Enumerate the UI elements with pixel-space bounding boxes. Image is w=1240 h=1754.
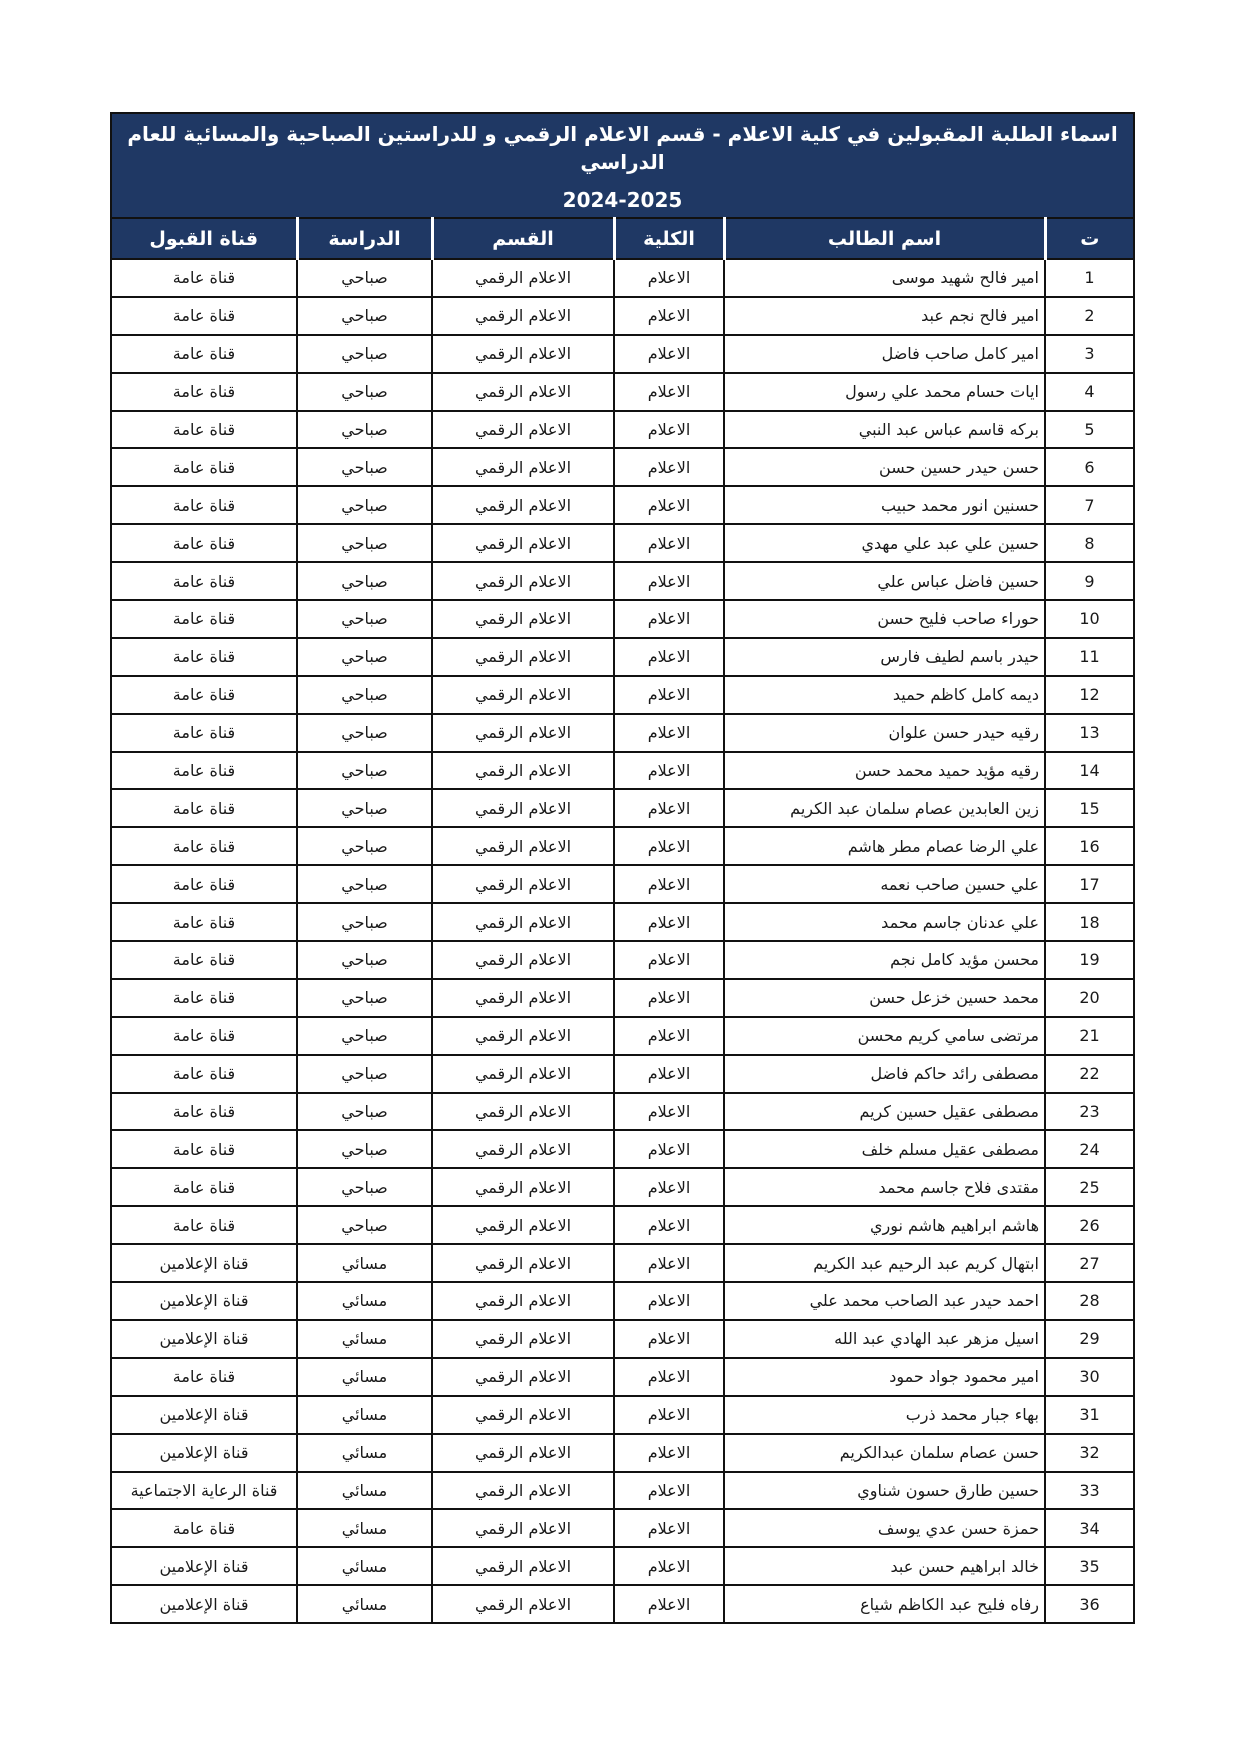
cell-college: الاعلام [614,1282,724,1320]
cell-department: الاعلام الرقمي [432,297,614,335]
cell-department: الاعلام الرقمي [432,562,614,600]
cell-college: الاعلام [614,789,724,827]
cell-department: الاعلام الرقمي [432,676,614,714]
cell-acceptance-channel: قناة الإعلامين [111,1282,297,1320]
title-row [111,113,1134,218]
cell-student-name: خالد ابراهيم حسن عبد [724,1547,1045,1585]
cell-student-name: احمد حيدر عبد الصاحب محمد علي [724,1282,1045,1320]
cell-number: 26 [1045,1206,1134,1244]
table-row [111,865,1134,903]
table-row [111,1282,1134,1320]
cell-department: الاعلام الرقمي [432,1434,614,1472]
cell-acceptance-channel: قناة عامة [111,903,297,941]
cell-study-type: مسائي [297,1434,432,1472]
cell-college: الاعلام [614,297,724,335]
table-row [111,486,1134,524]
cell-acceptance-channel: قناة عامة [111,1093,297,1131]
cell-acceptance-channel: قناة الإعلامين [111,1244,297,1282]
student-table-body [111,259,1134,1623]
cell-department: الاعلام الرقمي [432,1320,614,1358]
table-row [111,1055,1134,1093]
cell-acceptance-channel: قناة عامة [111,259,297,297]
cell-study-type: صباحي [297,714,432,752]
cell-acceptance-channel: قناة الإعلامين [111,1585,297,1623]
table-row [111,714,1134,752]
cell-acceptance-channel: قناة عامة [111,411,297,449]
cell-acceptance-channel: قناة عامة [111,1017,297,1055]
table-row [111,1244,1134,1282]
cell-number: 20 [1045,979,1134,1017]
cell-number: 34 [1045,1509,1134,1547]
cell-college: الاعلام [614,1585,724,1623]
cell-student-name: امير فالح نجم عبد [724,297,1045,335]
cell-department: الاعلام الرقمي [432,1130,614,1168]
cell-department: الاعلام الرقمي [432,1206,614,1244]
column-header-study: الدراسة [297,218,432,259]
cell-study-type: صباحي [297,486,432,524]
column-header-college: الكلية [614,218,724,259]
cell-study-type: صباحي [297,524,432,562]
cell-number: 32 [1045,1434,1134,1472]
cell-number: 12 [1045,676,1134,714]
cell-study-type: مسائي [297,1547,432,1585]
cell-student-name: هاشم ابراهيم هاشم نوري [724,1206,1045,1244]
cell-acceptance-channel: قناة الإعلامين [111,1547,297,1585]
cell-college: الاعلام [614,903,724,941]
cell-student-name: امير كامل صاحب فاضل [724,335,1045,373]
cell-college: الاعلام [614,600,724,638]
cell-college: الاعلام [614,1206,724,1244]
table-row [111,335,1134,373]
cell-department: الاعلام الرقمي [432,600,614,638]
cell-student-name: حسين فاضل عباس علي [724,562,1045,600]
cell-acceptance-channel: قناة عامة [111,524,297,562]
cell-college: الاعلام [614,827,724,865]
table-row [111,259,1134,297]
cell-department: الاعلام الرقمي [432,714,614,752]
table-row [111,789,1134,827]
cell-department: الاعلام الرقمي [432,486,614,524]
cell-acceptance-channel: قناة عامة [111,789,297,827]
cell-college: الاعلام [614,638,724,676]
cell-college: الاعلام [614,676,724,714]
cell-department: الاعلام الرقمي [432,335,614,373]
cell-student-name: حسنين انور محمد حبيب [724,486,1045,524]
cell-number: 10 [1045,600,1134,638]
cell-student-name: حسن عصام سلمان عبدالكريم [724,1434,1045,1472]
cell-study-type: مسائي [297,1396,432,1434]
cell-number: 7 [1045,486,1134,524]
cell-study-type: صباحي [297,752,432,790]
cell-number: 27 [1045,1244,1134,1282]
table-row [111,1206,1134,1244]
cell-acceptance-channel: قناة عامة [111,676,297,714]
cell-student-name: رفاه فليح عبد الكاظم شياع [724,1585,1045,1623]
table-row [111,297,1134,335]
cell-number: 30 [1045,1358,1134,1396]
cell-number: 16 [1045,827,1134,865]
cell-department: الاعلام الرقمي [432,448,614,486]
cell-student-name: رقيه حيدر حسن علوان [724,714,1045,752]
cell-department: الاعلام الرقمي [432,979,614,1017]
cell-college: الاعلام [614,1396,724,1434]
cell-study-type: مسائي [297,1282,432,1320]
column-header-name: اسم الطالب [724,218,1045,259]
table-row [111,1396,1134,1434]
document-title [111,113,1134,218]
cell-study-type: صباحي [297,1017,432,1055]
cell-number: 23 [1045,1093,1134,1131]
cell-department: الاعلام الرقمي [432,1093,614,1131]
cell-department: الاعلام الرقمي [432,1168,614,1206]
cell-study-type: صباحي [297,297,432,335]
cell-student-name: رقيه مؤيد حميد محمد حسن [724,752,1045,790]
cell-department: الاعلام الرقمي [432,1547,614,1585]
cell-study-type: صباحي [297,865,432,903]
cell-student-name: ديمه كامل كاظم حميد [724,676,1045,714]
cell-acceptance-channel: قناة عامة [111,752,297,790]
cell-study-type: صباحي [297,979,432,1017]
cell-number: 25 [1045,1168,1134,1206]
cell-number: 13 [1045,714,1134,752]
column-header-channel: قناة القبول [111,218,297,259]
cell-college: الاعلام [614,979,724,1017]
cell-college: الاعلام [614,1055,724,1093]
cell-study-type: صباحي [297,1130,432,1168]
cell-college: الاعلام [614,941,724,979]
cell-study-type: صباحي [297,1055,432,1093]
cell-study-type: مسائي [297,1509,432,1547]
table-row [111,1168,1134,1206]
cell-number: 33 [1045,1472,1134,1510]
cell-acceptance-channel: قناة عامة [111,827,297,865]
cell-department: الاعلام الرقمي [432,1055,614,1093]
cell-acceptance-channel: قناة عامة [111,714,297,752]
cell-student-name: بهاء جبار محمد ذرب [724,1396,1045,1434]
cell-department: الاعلام الرقمي [432,827,614,865]
cell-student-name: محسن مؤيد كامل نجم [724,941,1045,979]
cell-department: الاعلام الرقمي [432,1017,614,1055]
cell-acceptance-channel: قناة عامة [111,1358,297,1396]
cell-number: 22 [1045,1055,1134,1093]
cell-acceptance-channel: قناة عامة [111,486,297,524]
table-row [111,1509,1134,1547]
cell-college: الاعلام [614,373,724,411]
cell-department: الاعلام الرقمي [432,752,614,790]
cell-department: الاعلام الرقمي [432,524,614,562]
cell-college: الاعلام [614,714,724,752]
cell-acceptance-channel: قناة عامة [111,1130,297,1168]
cell-study-type: صباحي [297,676,432,714]
cell-acceptance-channel: قناة عامة [111,562,297,600]
cell-college: الاعلام [614,1434,724,1472]
cell-acceptance-channel: قناة عامة [111,297,297,335]
cell-study-type: مسائي [297,1244,432,1282]
cell-acceptance-channel: قناة عامة [111,335,297,373]
cell-acceptance-channel: قناة عامة [111,1168,297,1206]
table-row [111,1093,1134,1131]
cell-student-name: مصطفى عقيل حسين كريم [724,1093,1045,1131]
cell-study-type: صباحي [297,373,432,411]
cell-number: 11 [1045,638,1134,676]
cell-college: الاعلام [614,562,724,600]
cell-college: الاعلام [614,1472,724,1510]
cell-college: الاعلام [614,865,724,903]
cell-acceptance-channel: قناة الرعاية الاجتماعية [111,1472,297,1510]
cell-study-type: صباحي [297,562,432,600]
cell-college: الاعلام [614,1093,724,1131]
cell-number: 4 [1045,373,1134,411]
cell-student-name: حسين علي عبد علي مهدي [724,524,1045,562]
cell-study-type: صباحي [297,903,432,941]
column-header-dept: القسم [432,218,614,259]
cell-college: الاعلام [614,1509,724,1547]
table-row [111,903,1134,941]
cell-number: 6 [1045,448,1134,486]
cell-department: الاعلام الرقمي [432,941,614,979]
cell-study-type: صباحي [297,941,432,979]
cell-number: 9 [1045,562,1134,600]
cell-student-name: امير فالح شهيد موسى [724,259,1045,297]
table-row [111,1130,1134,1168]
cell-department: الاعلام الرقمي [432,1396,614,1434]
cell-acceptance-channel: قناة عامة [111,600,297,638]
cell-number: 19 [1045,941,1134,979]
cell-study-type: صباحي [297,789,432,827]
cell-acceptance-channel: قناة الإعلامين [111,1320,297,1358]
cell-student-name: علي عدنان جاسم محمد [724,903,1045,941]
cell-study-type: مسائي [297,1358,432,1396]
table-row [111,752,1134,790]
cell-student-name: امير محمود جواد حمود [724,1358,1045,1396]
cell-college: الاعلام [614,1017,724,1055]
cell-department: الاعلام الرقمي [432,865,614,903]
table-row [111,1358,1134,1396]
cell-number: 29 [1045,1320,1134,1358]
cell-number: 28 [1045,1282,1134,1320]
cell-study-type: صباحي [297,1093,432,1131]
cell-student-name: محمد حسين خزعل حسن [724,979,1045,1017]
table-row [111,676,1134,714]
cell-student-name: ابتهال كريم عبد الرحيم عبد الكريم [724,1244,1045,1282]
cell-acceptance-channel: قناة عامة [111,941,297,979]
cell-college: الاعلام [614,1244,724,1282]
cell-acceptance-channel: قناة الإعلامين [111,1434,297,1472]
cell-number: 18 [1045,903,1134,941]
cell-acceptance-channel: قناة عامة [111,979,297,1017]
cell-student-name: بركه قاسم عباس عبد النبي [724,411,1045,449]
cell-number: 5 [1045,411,1134,449]
cell-college: الاعلام [614,259,724,297]
cell-number: 3 [1045,335,1134,373]
table-row [111,524,1134,562]
table-row [111,600,1134,638]
cell-acceptance-channel: قناة عامة [111,1055,297,1093]
cell-department: الاعلام الرقمي [432,1509,614,1547]
cell-number: 15 [1045,789,1134,827]
table-header-row [111,218,1134,259]
cell-number: 1 [1045,259,1134,297]
cell-study-type: صباحي [297,259,432,297]
cell-number: 24 [1045,1130,1134,1168]
cell-study-type: صباحي [297,411,432,449]
students-table [110,112,1135,1624]
cell-number: 36 [1045,1585,1134,1623]
table-row [111,1585,1134,1623]
cell-college: الاعلام [614,524,724,562]
cell-student-name: علي حسين صاحب نعمه [724,865,1045,903]
cell-student-name: حسين طارق حسون شناوي [724,1472,1045,1510]
table-row [111,411,1134,449]
cell-number: 8 [1045,524,1134,562]
table-row [111,1434,1134,1472]
cell-college: الاعلام [614,752,724,790]
cell-acceptance-channel: قناة عامة [111,638,297,676]
table-row [111,448,1134,486]
table-row [111,373,1134,411]
cell-student-name: مصطفى رائد حاكم فاضل [724,1055,1045,1093]
cell-study-type: صباحي [297,827,432,865]
cell-number: 35 [1045,1547,1134,1585]
cell-student-name: حسن حيدر حسين حسن [724,448,1045,486]
cell-acceptance-channel: قناة عامة [111,1206,297,1244]
cell-college: الاعلام [614,448,724,486]
document-title-year: 2024-2025 [562,187,683,212]
cell-department: الاعلام الرقمي [432,373,614,411]
cell-student-name: ايات حسام محمد علي رسول [724,373,1045,411]
table-row [111,562,1134,600]
cell-department: الاعلام الرقمي [432,1244,614,1282]
cell-acceptance-channel: قناة عامة [111,865,297,903]
cell-student-name: حيدر باسم لطيف فارس [724,638,1045,676]
cell-number: 17 [1045,865,1134,903]
table-row [111,1320,1134,1358]
table-row [111,941,1134,979]
cell-college: الاعلام [614,1547,724,1585]
cell-department: الاعلام الرقمي [432,903,614,941]
cell-student-name: زين العابدين عصام سلمان عبد الكريم [724,789,1045,827]
cell-department: الاعلام الرقمي [432,259,614,297]
cell-study-type: مسائي [297,1472,432,1510]
cell-study-type: صباحي [297,335,432,373]
cell-department: الاعلام الرقمي [432,1472,614,1510]
cell-number: 14 [1045,752,1134,790]
table-row [111,1547,1134,1585]
cell-student-name: مصطفى عقيل مسلم خلف [724,1130,1045,1168]
cell-student-name: حمزة حسن عدي يوسف [724,1509,1045,1547]
cell-study-type: صباحي [297,1206,432,1244]
students-list-document [112,112,1135,1624]
cell-student-name: اسيل مزهر عبد الهادي عبد الله [724,1320,1045,1358]
cell-college: الاعلام [614,1358,724,1396]
cell-college: الاعلام [614,335,724,373]
cell-study-type: مسائي [297,1585,432,1623]
cell-acceptance-channel: قناة عامة [111,448,297,486]
table-row [111,1017,1134,1055]
cell-study-type: صباحي [297,638,432,676]
cell-acceptance-channel: قناة الإعلامين [111,1396,297,1434]
table-row [111,979,1134,1017]
cell-study-type: صباحي [297,600,432,638]
table-row [111,827,1134,865]
cell-college: الاعلام [614,1130,724,1168]
cell-college: الاعلام [614,1320,724,1358]
cell-college: الاعلام [614,486,724,524]
cell-college: الاعلام [614,1168,724,1206]
table-row [111,1472,1134,1510]
cell-study-type: صباحي [297,1168,432,1206]
cell-student-name: علي الرضا عصام مطر هاشم [724,827,1045,865]
cell-acceptance-channel: قناة عامة [111,1509,297,1547]
table-row [111,638,1134,676]
cell-department: الاعلام الرقمي [432,638,614,676]
cell-college: الاعلام [614,411,724,449]
cell-department: الاعلام الرقمي [432,1585,614,1623]
cell-department: الاعلام الرقمي [432,1358,614,1396]
cell-student-name: مرتضى سامي كريم محسن [724,1017,1045,1055]
document-title-text: اسماء الطلبة المقبولين في كلية الاعلام - قسم الاعلام الرقمي و للدراستين الصباحية والمسائية للعام الدراسي [127,121,1118,174]
cell-department: الاعلام الرقمي [432,411,614,449]
cell-student-name: مقتدى فلاح جاسم محمد [724,1168,1045,1206]
cell-acceptance-channel: قناة عامة [111,373,297,411]
cell-student-name: حوراء صاحب فليح حسن [724,600,1045,638]
cell-number: 31 [1045,1396,1134,1434]
cell-study-type: مسائي [297,1320,432,1358]
cell-number: 2 [1045,297,1134,335]
cell-department: الاعلام الرقمي [432,789,614,827]
cell-department: الاعلام الرقمي [432,1282,614,1320]
column-header-number: ت [1045,218,1134,259]
cell-study-type: صباحي [297,448,432,486]
cell-number: 21 [1045,1017,1134,1055]
